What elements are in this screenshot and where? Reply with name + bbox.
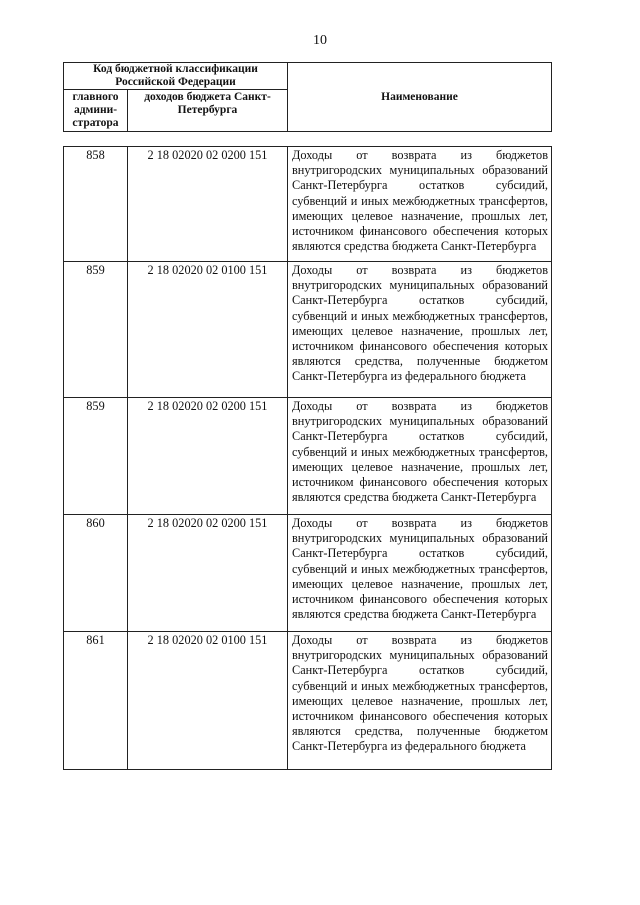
header-admin: главного админи-стратора (64, 90, 128, 132)
cell-code: 2 18 02020 02 0200 151 (128, 147, 288, 262)
table-header (63, 62, 552, 132)
cell-name: Доходы от возврата из бюджетов внутригородских муниципальных образований Санкт-Петербурга остатков субсидий, субвенций и иных межбюджетных трансфертов, имеющих целевое назначение, прошлых лет, источником финансового обеспечения которых являются средства бюджета Санкт-Петербурга (288, 398, 552, 515)
table-body (63, 146, 552, 770)
cell-name: Доходы от возврата из бюджетов внутригородских муниципальных образований Санкт-Петербурга остатков субсидий, субвенций и иных межбюджетных трансфертов, имеющих целевое назначение, прошлых лет, источником финансового обеспечения которых являются средства, полученные бюджетом Санкт-Петербурга из федерального бюджета (288, 262, 552, 398)
cell-code: 2 18 02020 02 0100 151 (128, 262, 288, 398)
table-row (64, 147, 552, 262)
cell-admin: 859 (64, 398, 128, 515)
cell-name: Доходы от возврата из бюджетов внутригородских муниципальных образований Санкт-Петербурга остатков субсидий, субвенций и иных межбюджетных трансфертов, имеющих целевое назначение, прошлых лет, источником финансового обеспечения которых являются средства бюджета Санкт-Петербурга (288, 515, 552, 632)
page-number: 10 (313, 33, 327, 48)
cell-code: 2 18 02020 02 0200 151 (128, 398, 288, 515)
header-name: Наименование (288, 63, 552, 132)
table-row (64, 515, 552, 632)
table-row (64, 632, 552, 770)
table-row (64, 262, 552, 398)
cell-code: 2 18 02020 02 0100 151 (128, 632, 288, 770)
cell-code: 2 18 02020 02 0200 151 (128, 515, 288, 632)
cell-admin: 859 (64, 262, 128, 398)
header-group-title: Код бюджетной классификации Российской Федерации (64, 63, 288, 90)
table-row (64, 398, 552, 515)
cell-name: Доходы от возврата из бюджетов внутригородских муниципальных образований Санкт-Петербурга остатков субсидий, субвенций и иных межбюджетных трансфертов, имеющих целевое назначение, прошлых лет, источником финансового обеспечения которых являются средства, полученные бюджетом Санкт-Петербурга из федерального бюджета (288, 632, 552, 770)
cell-name: Доходы от возврата из бюджетов внутригородских муниципальных образований Санкт-Петербурга остатков субсидий, субвенций и иных межбюджетных трансфертов, имеющих целевое назначение, прошлых лет, источником финансового обеспечения которых являются средства бюджета Санкт-Петербурга (288, 147, 552, 262)
cell-admin: 858 (64, 147, 128, 262)
header-code: доходов бюджета Санкт-Петербурга (128, 90, 288, 132)
cell-admin: 861 (64, 632, 128, 770)
cell-admin: 860 (64, 515, 128, 632)
